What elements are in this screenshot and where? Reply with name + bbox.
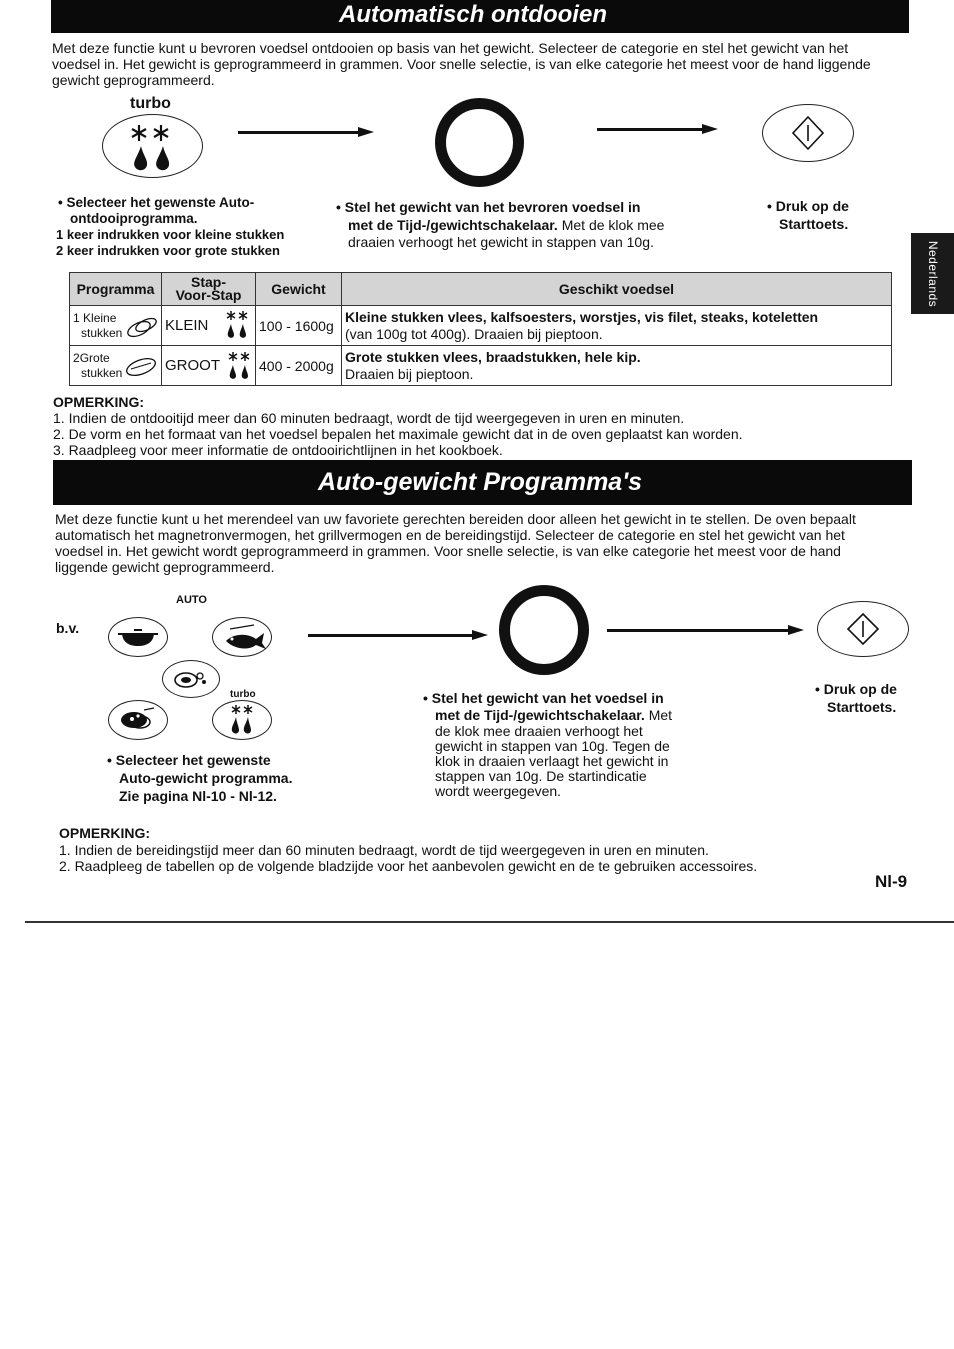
step-text: Stel het gewicht van het voedsel in	[431, 690, 664, 706]
step-text: wordt weergegeven.	[435, 783, 562, 799]
intro-line: automatisch het magnetronvermogen, het grillvermogen en de bereidingstijd. Selecteer de categorie en stel het gewicht van het	[55, 527, 845, 543]
section1-title: Automatisch ontdooien	[339, 1, 607, 28]
start-button[interactable]	[817, 601, 909, 657]
time-weight-dial[interactable]	[435, 98, 524, 187]
page-number: Nl-9	[875, 872, 908, 891]
small-meat-icon	[123, 314, 159, 340]
bottom-rule	[25, 921, 954, 923]
step-text: gewicht in stappen van 10g. Tegen de	[435, 738, 670, 754]
food-cell: Kleine stukken vlees, kalfsoesters, worstjes, vis filet, steaks, koteletten (van 100g tot 400g). Draaien bij pieptoon.	[342, 306, 892, 346]
step-text: stappen van 10g. De startindicatie	[435, 768, 647, 784]
intro-line: liggende gewicht geprogrammeerd.	[55, 559, 275, 575]
step-cell: GROOT	[162, 346, 256, 386]
section1-step1: • Selecteer het gewenste Auto- ontdooiprogramma. 1 keer indrukken voor kleine stukken 2 keer indrukken voor grote stukken	[56, 195, 285, 258]
auto-pizza-button[interactable]	[108, 700, 168, 740]
note-item: 1. Indien de ontdooitijd meer dan 60 minuten bedraagt, wordt de tijd weergegeven in uren en minuten.	[53, 410, 685, 426]
bowl-icon	[108, 617, 168, 657]
program-cell: 1 Kleine stukken	[70, 306, 162, 346]
section1-notes	[53, 394, 743, 458]
flow-arrow-line	[597, 128, 704, 131]
defrost-program-table	[69, 272, 892, 386]
column-header: Geschikt voedsel	[342, 273, 892, 306]
auto-label: AUTO	[176, 594, 207, 606]
step-text: met de Tijd-/gewichtschakelaar.	[348, 217, 558, 233]
start-icon	[817, 601, 909, 657]
flow-arrow-head	[472, 630, 488, 640]
table-row	[70, 306, 892, 346]
notes-title: OPMERKING:	[53, 394, 144, 410]
note-item: 1. Indien de bereidingstijd meer dan 60 minuten bedraagt, wordt de tijd weergegeven in uren en minuten.	[59, 842, 709, 858]
section2-intro	[55, 511, 915, 575]
step-text: 1 keer indrukken voor kleine stukken	[56, 227, 285, 242]
section1-step2: • Stel het gewicht van het bevroren voedsel in met de Tijd-/gewichtschakelaar. Met de klok mee draaien verhoogt het gewicht in stappen van 10g.	[336, 199, 665, 250]
pizza-icon	[108, 700, 168, 740]
section2-step3: • Druk op de Starttoets.	[815, 681, 897, 715]
column-header: Programma	[70, 273, 162, 306]
step-text: Met	[644, 707, 673, 723]
flow-arrow-line	[238, 131, 360, 134]
defrost-icon	[223, 350, 255, 382]
section2-notes	[59, 825, 757, 874]
section1-step3: • Druk op de Starttoets.	[767, 198, 849, 232]
table-header-row	[70, 273, 892, 306]
flow-arrow-line	[607, 629, 790, 632]
auto-fish-button[interactable]	[212, 617, 272, 657]
step-cell: KLEIN	[162, 306, 256, 346]
column-header: Gewicht	[256, 273, 342, 306]
defrost-icon	[221, 309, 253, 341]
weight-cell: 400 - 2000g	[256, 346, 342, 386]
section1-intro	[52, 40, 912, 88]
section1-title-banner	[51, 0, 909, 33]
note-item: 3. Raadpleeg voor meer informatie de ontdooirichtlijnen in het kookboek.	[53, 442, 503, 458]
column-header-line: Voor-Stap	[175, 287, 242, 303]
start-icon	[762, 104, 854, 162]
step-text: Stel het gewicht van het bevroren voedsel in	[344, 199, 641, 215]
step-text: Selecteer het gewenste	[115, 752, 271, 768]
flow-arrow-head	[702, 124, 718, 134]
section2-step2: • Stel het gewicht van het voedsel in met de Tijd-/gewichtschakelaar. Met de klok mee draaien verhoogt het gewicht in stappen van 10g. Tegen de klok in draaien verlaagt het gewicht in stappen van 10g. De startindicatie wordt weergegeven.	[423, 690, 673, 799]
step-text: Zie pagina Nl-10 - Nl-12.	[119, 788, 277, 804]
intro-line: Met deze functie kunt u bevroren voedsel ontdooien op basis van het gewicht. Selecteer de categorie en stel het gewicht van het	[52, 40, 849, 56]
turbo-label-small: turbo	[230, 689, 256, 700]
food-cell: Grote stukken vlees, braadstukken, hele kip. Draaien bij pieptoon.	[342, 346, 892, 386]
step-text: Met de klok mee	[557, 217, 665, 233]
section2-title-banner	[53, 460, 912, 505]
table-row	[70, 346, 892, 386]
start-button[interactable]	[762, 104, 854, 162]
intro-line: gewicht geprogrammeerd.	[52, 72, 215, 88]
intro-line: Met deze functie kunt u het merendeel van uw favoriete gerechten bereiden door alleen het gewicht in te stellen. De oven bepaalt	[55, 511, 856, 527]
step-text: Druk op de	[823, 681, 897, 697]
auto-potato-button[interactable]	[162, 660, 220, 698]
section2-step1: • Selecteer het gewenste Auto-gewicht programma. Zie pagina Nl-10 - Nl-12.	[107, 752, 293, 804]
section2-title: Auto-gewicht Programma's	[318, 468, 643, 496]
step-text: 2 keer indrukken voor grote stukken	[56, 243, 280, 258]
note-item: 2. De vorm en het formaat van het voedsel bepalen het maximale gewicht dat in de oven geplaatst kan worden.	[53, 426, 743, 442]
example-label: b.v.	[56, 620, 80, 636]
intro-line: voedsel in. Het gewicht wordt geprogrammeerd in grammen. Voor snelle selectie, is van elke categorie het meest voor de hand	[55, 543, 841, 559]
turbo-defrost-button[interactable]	[102, 114, 203, 178]
step-text: klok in draaien verlaagt het gewicht in	[435, 753, 669, 769]
language-side-tab: Nederlands	[911, 233, 954, 314]
step-text: Druk op de	[775, 198, 849, 214]
step-text: Starttoets.	[827, 699, 897, 715]
weight-cell: 100 - 1600g	[256, 306, 342, 346]
defrost-icon	[102, 114, 203, 178]
step-text: met de Tijd-/gewichtschakelaar.	[435, 707, 645, 723]
step-text: Auto-gewicht programma.	[119, 770, 293, 786]
step-text: Starttoets.	[779, 216, 849, 232]
column-header	[162, 273, 256, 306]
step-text: draaien verhoogt het gewicht in stappen van 10g.	[348, 234, 654, 250]
intro-line: voedsel in. Het gewicht is geprogrammeerd in grammen. Voor snelle selectie, is van elke categorie het meest voor de hand liggende	[52, 56, 871, 72]
fish-icon	[212, 617, 272, 657]
turbo-label: turbo	[130, 95, 171, 112]
program-cell: 2Grote stukken	[70, 346, 162, 386]
potato-icon	[162, 660, 220, 698]
flow-arrow-head	[788, 625, 804, 635]
flow-arrow-head	[358, 127, 374, 137]
flow-arrow-line	[308, 634, 474, 637]
column-header-line: Stap-	[191, 274, 226, 290]
auto-bowl-button[interactable]	[108, 617, 168, 657]
large-meat-icon	[123, 354, 159, 380]
step-text: Selecteer het gewenste Auto-	[66, 195, 255, 210]
step-text: ontdooiprogramma.	[70, 211, 198, 226]
time-weight-dial[interactable]	[499, 585, 589, 675]
auto-turbo-defrost-button[interactable]	[212, 700, 272, 740]
defrost-icon	[212, 700, 272, 740]
step-text: de klok mee draaien verhoogt het	[435, 723, 643, 739]
notes-title: OPMERKING:	[59, 825, 150, 841]
note-item: 2. Raadpleeg de tabellen op de volgende bladzijde voor het aanbevolen gewicht en de te gebruiken accessoires.	[59, 858, 758, 874]
